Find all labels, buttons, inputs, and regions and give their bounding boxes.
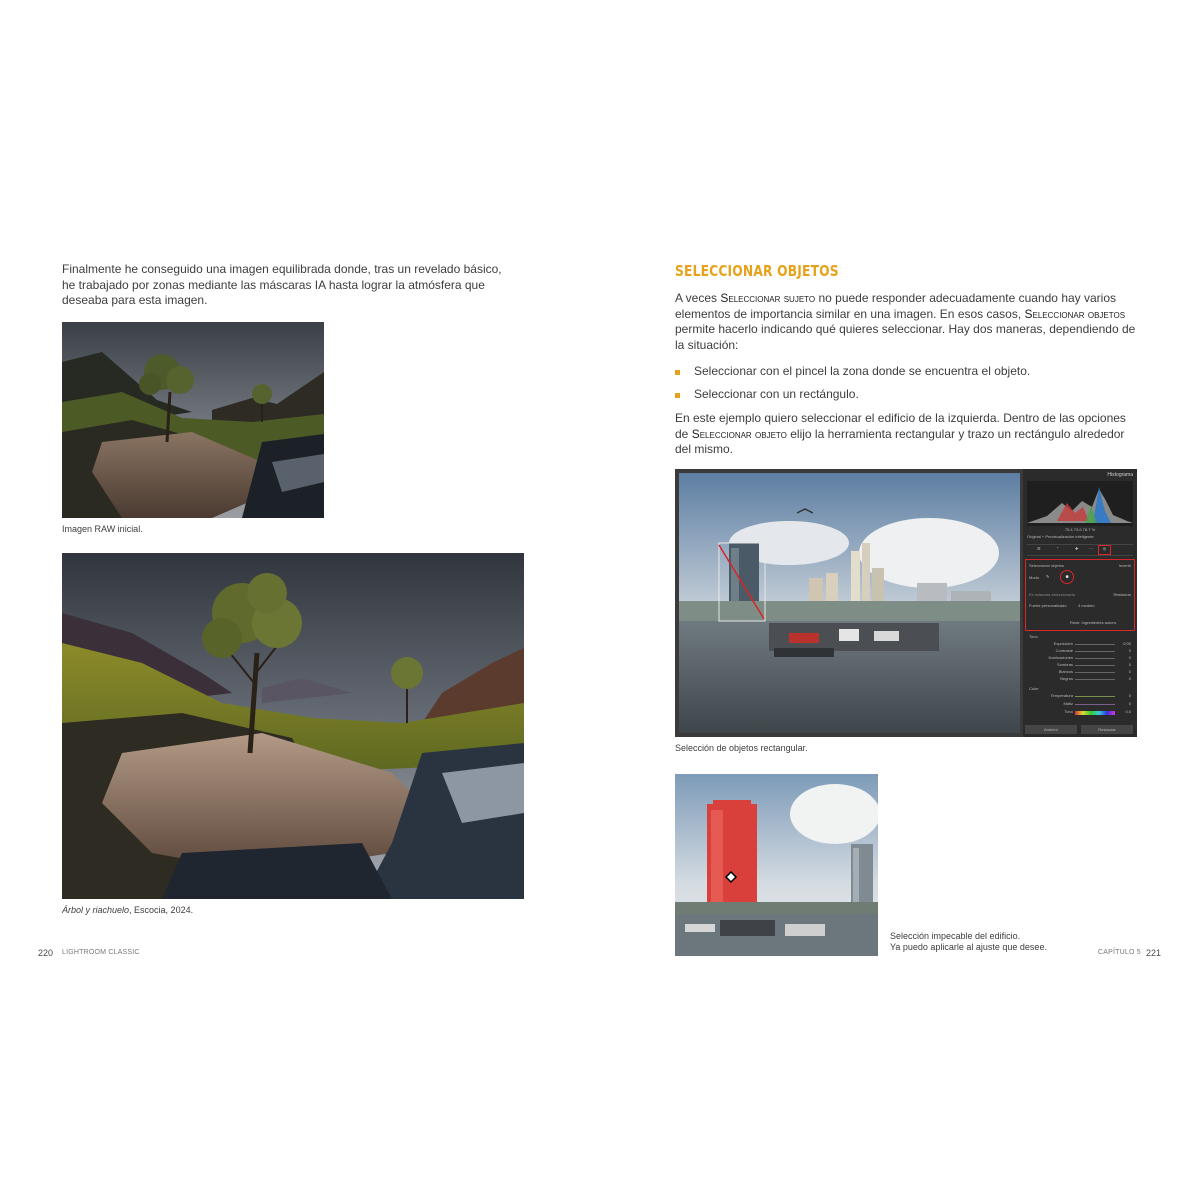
original-preview-label: Original + Previsualización inteligente xyxy=(1027,534,1094,539)
caption-raw: Imagen RAW inicial. xyxy=(62,524,143,534)
redeye-icon[interactable]: ⋯ xyxy=(1089,546,1093,551)
slider-label: Blancos xyxy=(1058,669,1073,674)
slider-value: 0,00 xyxy=(1123,641,1131,646)
slider-row[interactable] xyxy=(1027,701,1133,709)
p2-term-object: Seleccionar objeto xyxy=(691,426,787,441)
histogram-header[interactable]: Histograma xyxy=(1107,472,1133,478)
amount-label: Fuerte personalizado xyxy=(1029,603,1067,608)
p2-part-b: elijo la herramienta rectangular y trazo un rectángulo alrededor del mismo. xyxy=(675,426,1125,457)
slider-label: Exposición xyxy=(1053,641,1073,646)
folio-left-number: 220 xyxy=(38,948,54,958)
p1-part-a: A veces xyxy=(675,291,721,305)
object-selection-panel xyxy=(1025,559,1135,631)
color-section-header[interactable]: Color xyxy=(1029,686,1039,691)
bullet-square-icon xyxy=(675,370,680,375)
slider-row[interactable] xyxy=(1027,709,1133,717)
histogram-readout: 75.4 73.6 78.7 % xyxy=(1064,527,1096,532)
slider-value: 0 xyxy=(1128,648,1131,653)
section-heading: SELECCIONAR OBJETOS xyxy=(675,262,839,280)
slider-value: 0 xyxy=(1128,693,1131,698)
slider-track[interactable] xyxy=(1075,696,1115,697)
mask-hint: En máscara seleccionada xyxy=(1029,592,1075,597)
slider-track[interactable] xyxy=(1075,644,1115,645)
slider-row[interactable] xyxy=(1027,693,1133,701)
caption-result-line-2: Ya puedo aplicarle al ajuste que desee. xyxy=(890,942,1047,952)
slider-value: 0 xyxy=(1128,676,1131,681)
slider-label: Contraste xyxy=(1055,648,1073,653)
amount-dropdown[interactable]: 4 modelo xyxy=(1078,603,1095,608)
bullet-square-icon xyxy=(675,393,680,398)
slider-row[interactable] xyxy=(1027,669,1133,676)
bullet-text: Seleccionar con el pincel la zona donde se encuentra el objeto. xyxy=(694,364,1031,378)
sliders-icon[interactable]: ☰ xyxy=(1037,546,1041,551)
p1-term-subject: Seleccionar sujeto xyxy=(720,291,816,305)
slider-value: 0,0 xyxy=(1125,709,1131,714)
slider-row[interactable] xyxy=(1027,641,1133,648)
slider-track[interactable] xyxy=(1075,704,1115,705)
histogram-chart xyxy=(1027,481,1133,526)
slider-value: 0 xyxy=(1128,701,1131,706)
restore-link[interactable]: Restaurar xyxy=(1113,592,1131,597)
crop-icon[interactable]: ⌜ xyxy=(1057,546,1059,551)
right-paragraph-1 xyxy=(675,291,1140,353)
folio-right-label: CAPÍTULO 5 xyxy=(1098,949,1141,956)
caption-final xyxy=(62,905,193,915)
mask-tool-icon[interactable]: ◎ xyxy=(1098,545,1111,555)
slider-track[interactable] xyxy=(1075,651,1115,652)
slider-label: Matiz xyxy=(1063,701,1073,706)
p1-part-c: permite hacerlo indicando qué quieres seleccionar. Hay dos maneras, dependiendo de la situación: xyxy=(675,322,1136,352)
bullet-list xyxy=(675,364,1140,402)
caption-result xyxy=(890,931,1047,953)
slider-label: Negros xyxy=(1060,676,1073,681)
heal-icon[interactable]: ✚ xyxy=(1075,546,1079,551)
final-landscape-photo xyxy=(62,553,524,899)
reset-button[interactable]: Restaurar xyxy=(1081,725,1133,734)
hue-slider-track[interactable] xyxy=(1075,711,1115,715)
previous-button[interactable]: Anterior xyxy=(1025,725,1077,734)
bullet-item xyxy=(675,364,1140,380)
slider-row[interactable] xyxy=(1027,655,1133,662)
slider-row[interactable] xyxy=(1027,662,1133,669)
slider-row[interactable] xyxy=(1027,676,1133,683)
p2-part-a: En este ejemplo quiero seleccionar el edificio de la izquierda. Dentro de las opciones de xyxy=(675,411,1126,441)
tone-sliders xyxy=(1027,641,1133,683)
develop-panel xyxy=(1023,469,1137,737)
raw-landscape-photo xyxy=(62,322,324,518)
slider-track[interactable] xyxy=(1075,672,1115,673)
folio-right-number: 221 xyxy=(1146,948,1162,958)
mask-title: Seleccionar objetos xyxy=(1029,563,1064,568)
color-sliders xyxy=(1027,693,1133,717)
selected-building-photo xyxy=(675,774,878,956)
folio-left-label: LIGHTROOM CLASSIC xyxy=(62,949,140,956)
auto-checkbox[interactable]: Restr. Ingredientes autom. xyxy=(1070,620,1117,625)
caption-final-title: Árbol y riachuelo xyxy=(62,905,130,915)
mode-label: Modo xyxy=(1029,575,1040,580)
slider-track[interactable] xyxy=(1075,665,1115,666)
bullet-text: Seleccionar con un rectángulo. xyxy=(694,386,859,401)
left-intro-paragraph: Finalmente he conseguido una imagen equilibrada donde, tras un revelado básico, he trabajado por zonas mediante las máscaras IA hasta lograr la atmósfera que deseaba para esta imagen. xyxy=(62,262,502,308)
slider-track[interactable] xyxy=(1075,658,1115,659)
rectangle-mode-icon[interactable]: ■ xyxy=(1060,570,1074,584)
invert-checkbox[interactable]: Invertir xyxy=(1118,563,1131,568)
slider-label: Temperatura xyxy=(1050,693,1073,698)
bullet-item xyxy=(675,387,1140,403)
slider-value: 0 xyxy=(1128,669,1131,674)
slider-track[interactable] xyxy=(1075,679,1115,680)
caption-screenshot: Selección de objetos rectangular. xyxy=(675,743,808,753)
lightroom-screenshot xyxy=(675,469,1137,737)
slider-label: Iluminaciones xyxy=(1048,655,1073,660)
p1-part-b: no puede responder adecuadamente cuando hay varios elementos de importancia similar en una imagen. En esos casos, xyxy=(675,291,1117,321)
slider-value: 0 xyxy=(1128,662,1131,667)
p1-term-objects: Seleccionar objetos xyxy=(1024,306,1126,321)
caption-result-line-1: Selección impecable del edificio. xyxy=(890,931,1021,941)
tone-section-header[interactable]: Tono xyxy=(1029,634,1038,639)
right-paragraph-2 xyxy=(675,411,1140,458)
harbor-photo xyxy=(679,473,1020,733)
slider-label: Tono xyxy=(1064,709,1073,714)
brush-mode-icon[interactable]: ✎ xyxy=(1046,574,1050,579)
tool-strip xyxy=(1027,544,1133,556)
slider-label: Sombras xyxy=(1056,662,1073,667)
slider-row[interactable] xyxy=(1027,648,1133,655)
slider-value: 0 xyxy=(1128,655,1131,660)
caption-final-detail: , Escocia, 2024. xyxy=(129,905,194,915)
